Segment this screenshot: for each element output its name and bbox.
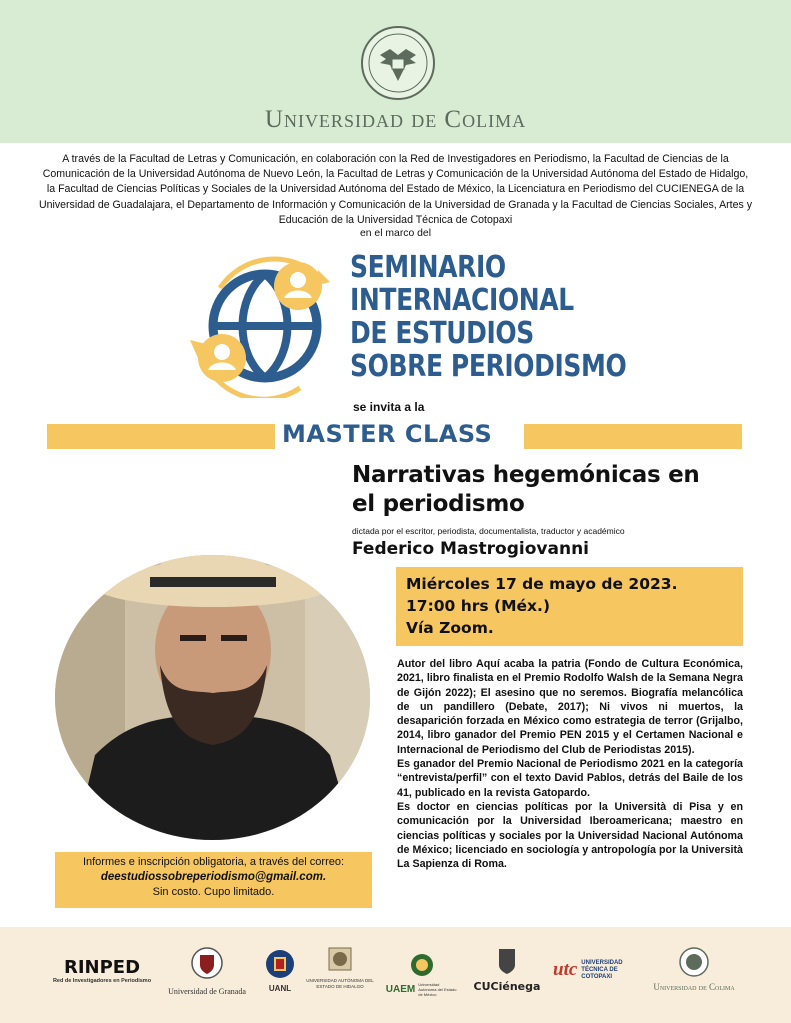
- intro-text: A través de la Facultad de Letras y Comunicación, en colaboración con la Red de Investigadores en Periodismo, la Facultad de Ciencias de la Comunicación de la Universidad Autónoma de Nuevo León, la Facultad de Letras y Comunicación de la Universidad Autónoma del Estado de Hidalgo, la Facultad de Ciencias Políticas y Sociales de la Universidad Autónoma del Estado de México, la Licenciatura en Periodismo del CUCIENEGA de la Universidad de Guadalajara, el Departamento de Información y Comunicación de la Universidad de Granada y la Facultad de Ciencias Sociales, Artes y Educación de la Universidad Técnica de Cotopaxi: [38, 153, 753, 226]
- seminar-title: [350, 251, 626, 383]
- seminar-line-3: DE ESTUDIOS: [350, 316, 534, 351]
- registration-text: Informes e inscripción obligatoria, a través del correo:: [82, 856, 345, 868]
- event-time: 17:00 hrs (Méx.): [406, 597, 551, 615]
- university-title: Universidad de Colima: [264, 106, 527, 133]
- seminar-line-1: SEMINARIO: [350, 250, 506, 285]
- uaem-logo: [382, 953, 462, 997]
- uaem-subtitle: Universidad Autónoma del Estado de México: [418, 982, 457, 997]
- rinped-subtitle: Red de Investigadores en Periodismo: [52, 978, 152, 984]
- utc-logo: [553, 959, 645, 981]
- colima-name: Universidad de Colima: [653, 982, 735, 992]
- utc-abbrev: utc: [553, 959, 578, 980]
- speaker-bio: [397, 657, 743, 871]
- granada-shield-icon: [191, 947, 223, 979]
- gold-bar-left: [47, 424, 275, 449]
- cost-text: Sin costo. Cupo limitado.: [152, 886, 275, 898]
- talk-title: [352, 461, 699, 519]
- registration-email-link[interactable]: deestudiossobreperiodismo@gmail.com.: [100, 871, 327, 883]
- speaker-description: dictada por el escritor, periodista, documentalista, traductor y académico: [352, 526, 625, 536]
- udg-emblem-icon: [495, 947, 519, 975]
- seminar-line-4: SOBRE PERIODISMO: [350, 349, 627, 384]
- uanl-logo: [262, 949, 298, 993]
- event-date: Miércoles 17 de mayo de 2023.: [406, 575, 678, 593]
- speaker-photo: [55, 555, 370, 840]
- colima-logo: [645, 947, 743, 992]
- header-band: [0, 0, 791, 143]
- talk-title-line-1: Narrativas hegemónicas en: [352, 462, 700, 488]
- uaeh-emblem-icon: [326, 945, 354, 973]
- cucienega-logo: [470, 947, 544, 993]
- cucienega-name: CUCiénega: [473, 980, 541, 993]
- gold-bar-right: [524, 424, 742, 449]
- granada-name: Universidad de Granada: [168, 987, 246, 996]
- seminar-line-2: INTERNACIONAL: [350, 283, 574, 318]
- uaem-emblem-icon: [410, 953, 434, 977]
- bio-paragraph-1: Autor del libro Aquí acaba la patria (Fondo de Cultura Económica, 2021, libro finalista en el Premio Rodolfo Walsh de la Semana Negra de Gijón 2022); El asesino que no seremos. Biografía melancólica de un pandillero (Debate, 2017); Ni vivos ni muertos, la desaparición forzada en México como estrategia de terror (Grijalbo, 2014, libro ganador del Premio PEN 2015 y el Certamen Nacional e Internacional de Periodismo del Club de Periodistas 2015).: [397, 658, 743, 756]
- event-platform: Vía Zoom.: [406, 619, 494, 637]
- invite-text: se invita a la: [353, 400, 425, 414]
- partner-logos-footer: [0, 927, 791, 1023]
- uanl-name: UANL: [268, 984, 292, 993]
- seminar-globe-logo-icon: [180, 248, 350, 398]
- speaker-name: Federico Mastrogiovanni: [352, 539, 589, 559]
- rinped-logo: [48, 957, 156, 984]
- uaeh-name: UNIVERSIDAD AUTÓNOMA DEL ESTADO DE HIDALGO: [306, 978, 374, 989]
- granada-logo: [162, 947, 252, 996]
- event-details-box: [396, 567, 743, 646]
- colima-seal-icon: [679, 947, 709, 977]
- bio-paragraph-3: Es doctor en ciencias políticas por la Università di Pisa y en comunicación por la Universidad Iberoamericana; maestro en ciencias políticas y sociales por la Universidad Nacional Autónoma de México; licenciado en sociología y antropología por la Università La Sapienza di Roma.: [397, 800, 743, 871]
- uanl-shield-icon: [265, 949, 295, 979]
- talk-title-line-2: el periodismo: [352, 491, 525, 517]
- uaeh-logo: [305, 945, 375, 989]
- bio-paragraph-2: Es ganador del Premio Nacional de Periodismo 2021 en la categoría “entrevista/perfil” con el texto David Pablos, detrás del Baile de los 41, publicado en la revista Gatopardo.: [397, 758, 743, 799]
- utc-name: UNIVERSIDAD TÉCNICA DE COTOPAXI: [581, 959, 623, 980]
- registration-info-box: [55, 852, 372, 908]
- rinped-name: RINPED: [63, 957, 141, 978]
- uaem-name: UAEM: [385, 984, 416, 995]
- en-el-marco-text: en el marco del: [359, 228, 432, 239]
- speaker-portrait-icon: [55, 555, 370, 840]
- university-seal-icon: [360, 25, 436, 101]
- master-class-title: MASTER CLASS: [282, 420, 493, 448]
